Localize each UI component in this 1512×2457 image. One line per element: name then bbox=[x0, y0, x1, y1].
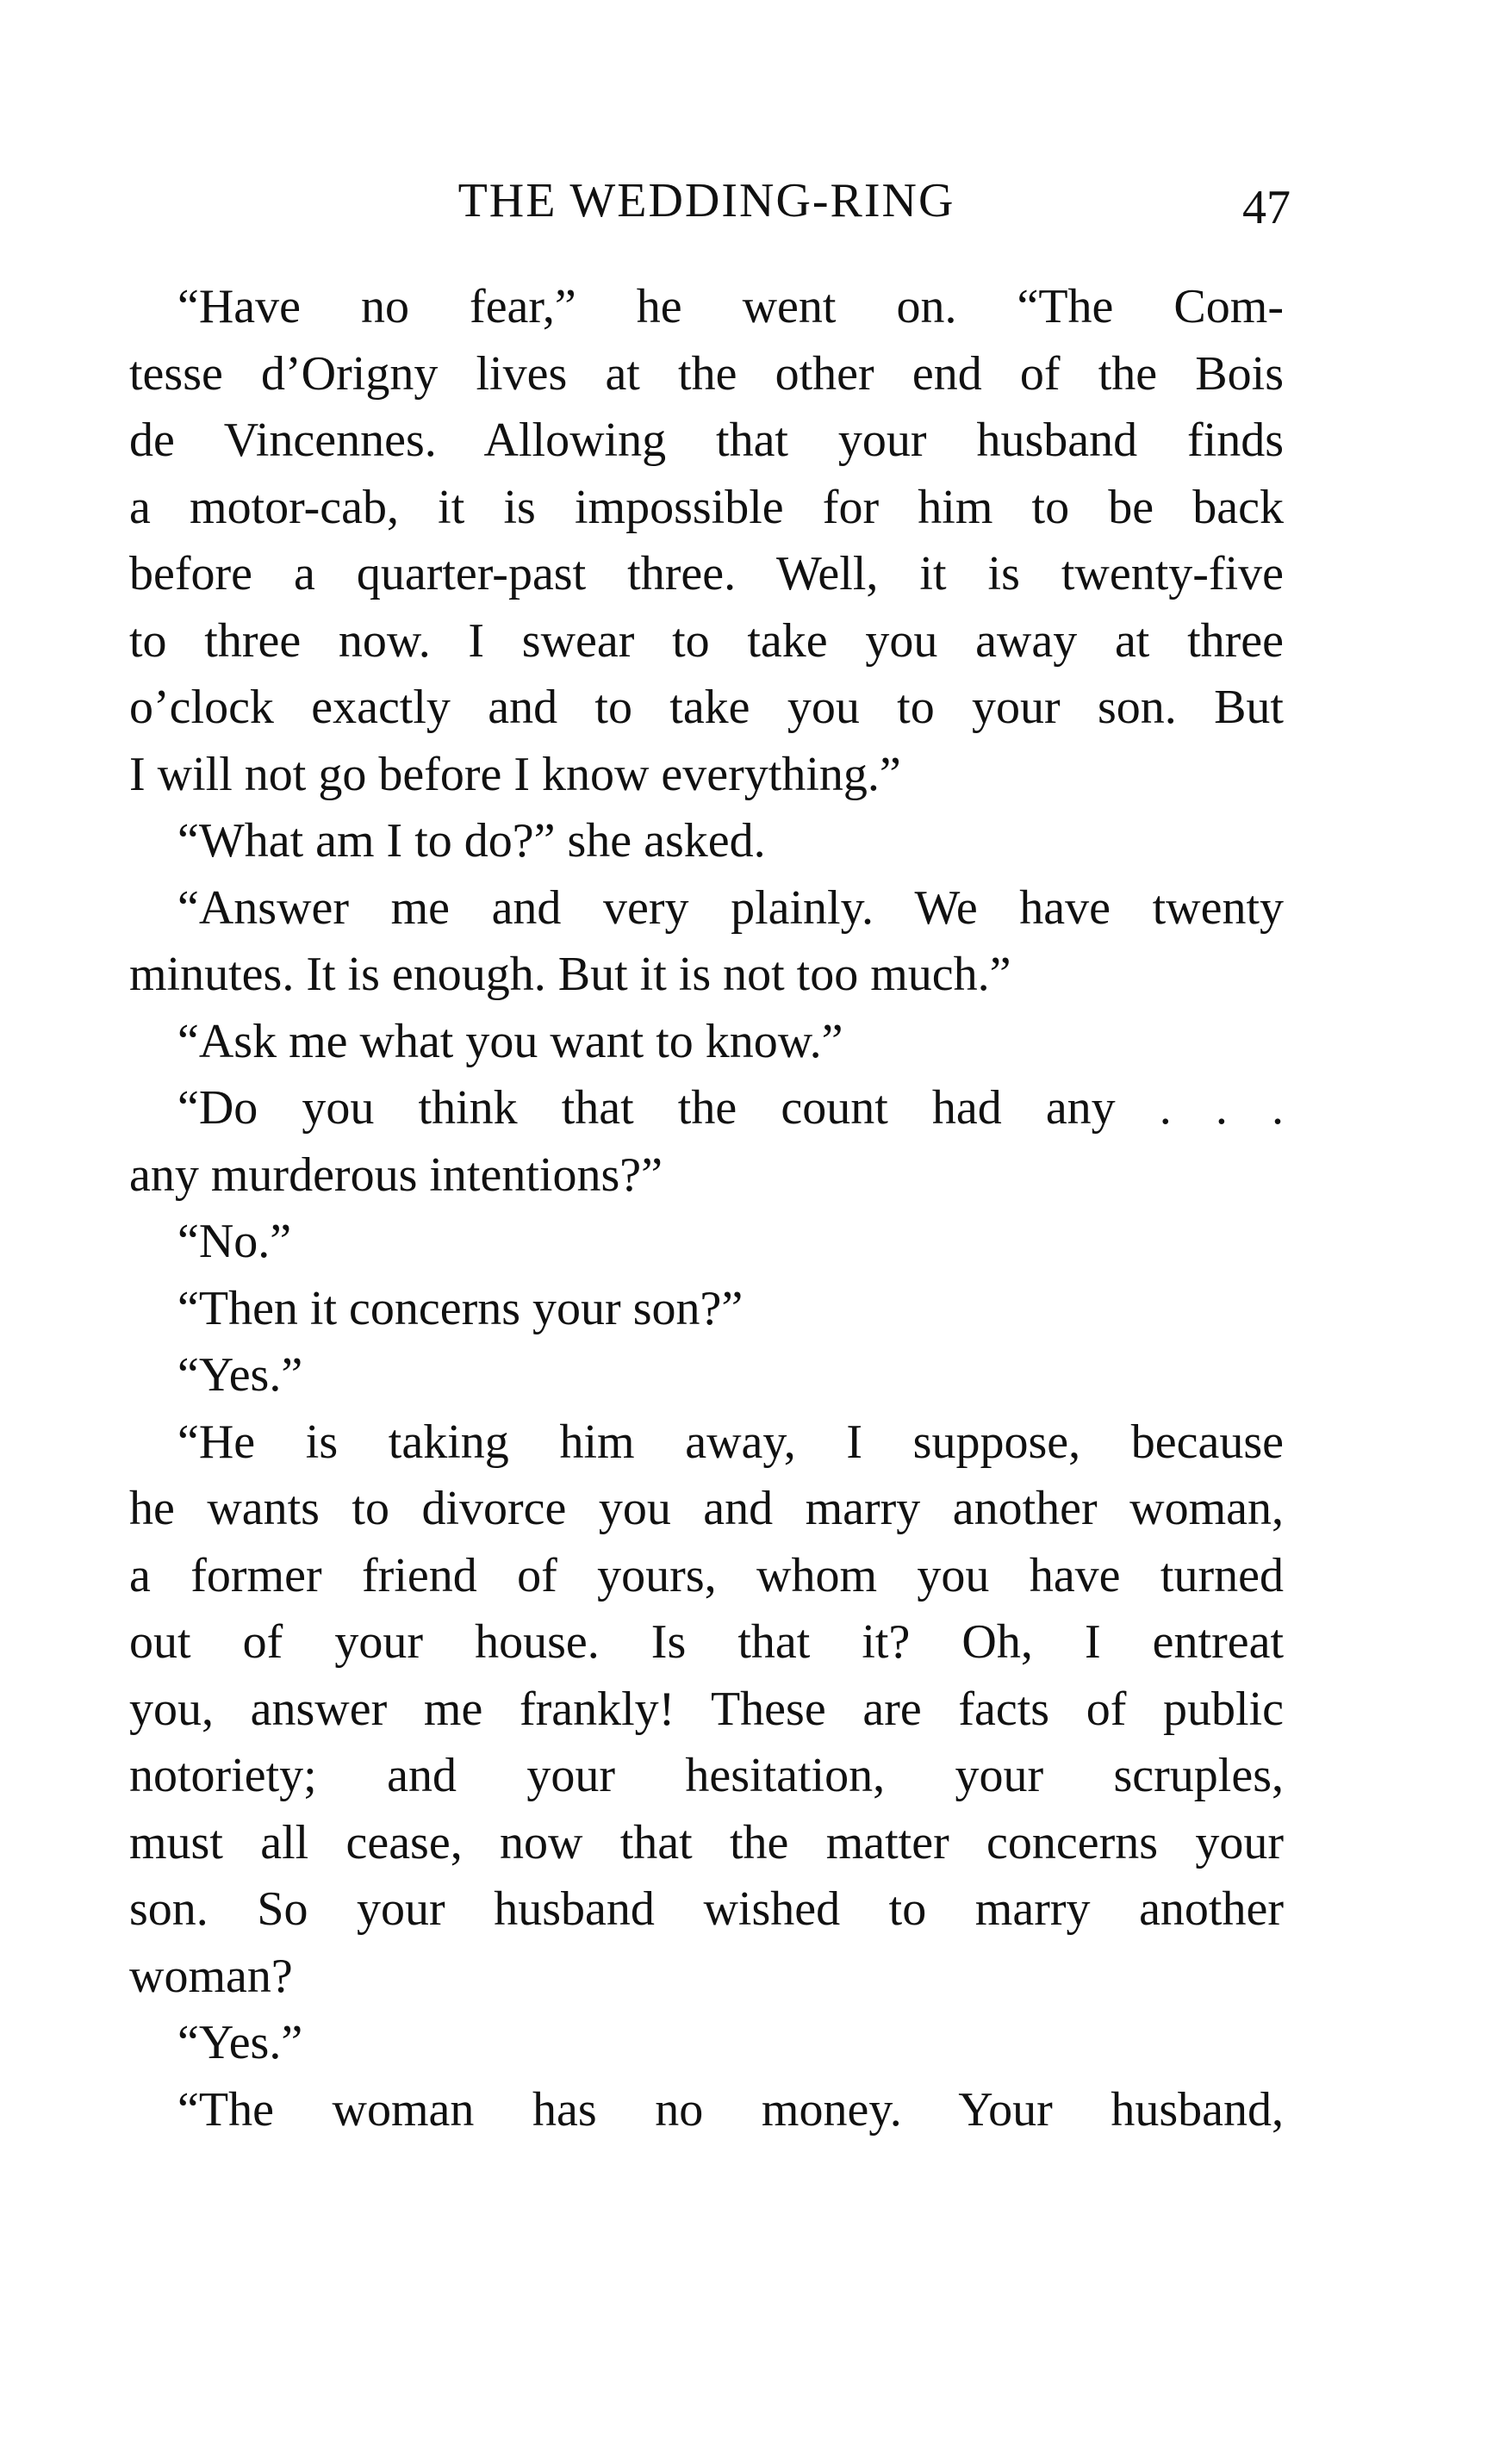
text-line: woman? bbox=[129, 1949, 293, 2003]
text-line: son. So your husband wished to marry another bbox=[129, 1882, 1284, 1936]
text-line: to three now. I swear to take you away at three bbox=[129, 613, 1284, 668]
running-title: THE WEDDING-RING bbox=[457, 174, 955, 227]
text-line: “Do you think that the count had any . . . bbox=[177, 1081, 1284, 1135]
text-line: a former friend of yours, whom you have turned bbox=[129, 1548, 1284, 1602]
text-line: “No.” bbox=[177, 1215, 292, 1268]
text-line: notoriety; and your hesitation, your scruples, bbox=[129, 1749, 1284, 1802]
text-line: a motor-cab, it is impossible for him to be back bbox=[129, 480, 1284, 534]
text-line: I will not go before I know everything.” bbox=[129, 747, 901, 801]
text-line: “Yes.” bbox=[177, 2016, 303, 2069]
text-line: minutes. It is enough. But it is not too much.” bbox=[129, 948, 1011, 1001]
text-line: “The woman has no money. Your husband, bbox=[177, 2082, 1284, 2137]
text-line: any murderous intentions?” bbox=[129, 1148, 663, 1202]
text-line: out of your house. Is that it? Oh, I entreat bbox=[129, 1615, 1284, 1669]
text-line: “Yes.” bbox=[177, 1348, 303, 1402]
text-line: “Answer me and very plainly. We have twenty bbox=[177, 880, 1284, 935]
text-line: you, answer me frankly! These are facts of public bbox=[129, 1682, 1284, 1736]
text-line: “What am I to do?” she asked. bbox=[177, 814, 766, 868]
text-line: de Vincennes. Allowing that your husband finds bbox=[129, 414, 1284, 467]
text-line: he wants to divorce you and marry another woman, bbox=[129, 1482, 1284, 1535]
text-line: “Have no fear,” he went on. “The Com- bbox=[177, 280, 1284, 333]
text-line: must all cease, now that the matter concerns your bbox=[129, 1815, 1284, 1869]
page-number: 47 bbox=[1242, 181, 1291, 234]
text-line: o’clock exactly and to take you to your son. But bbox=[129, 681, 1284, 734]
text-line: “Then it concerns your son?” bbox=[177, 1281, 744, 1335]
text-line: “Ask me what you want to know.” bbox=[177, 1014, 843, 1068]
running-head bbox=[129, 171, 1291, 234]
body-text bbox=[129, 274, 1284, 2143]
text-line: before a quarter-past three. Well, it is twenty-five bbox=[129, 547, 1284, 600]
text-line: tesse d’Origny lives at the other end of the Bois bbox=[129, 346, 1284, 401]
text-line: “He is taking him away, I suppose, because bbox=[177, 1415, 1284, 1469]
